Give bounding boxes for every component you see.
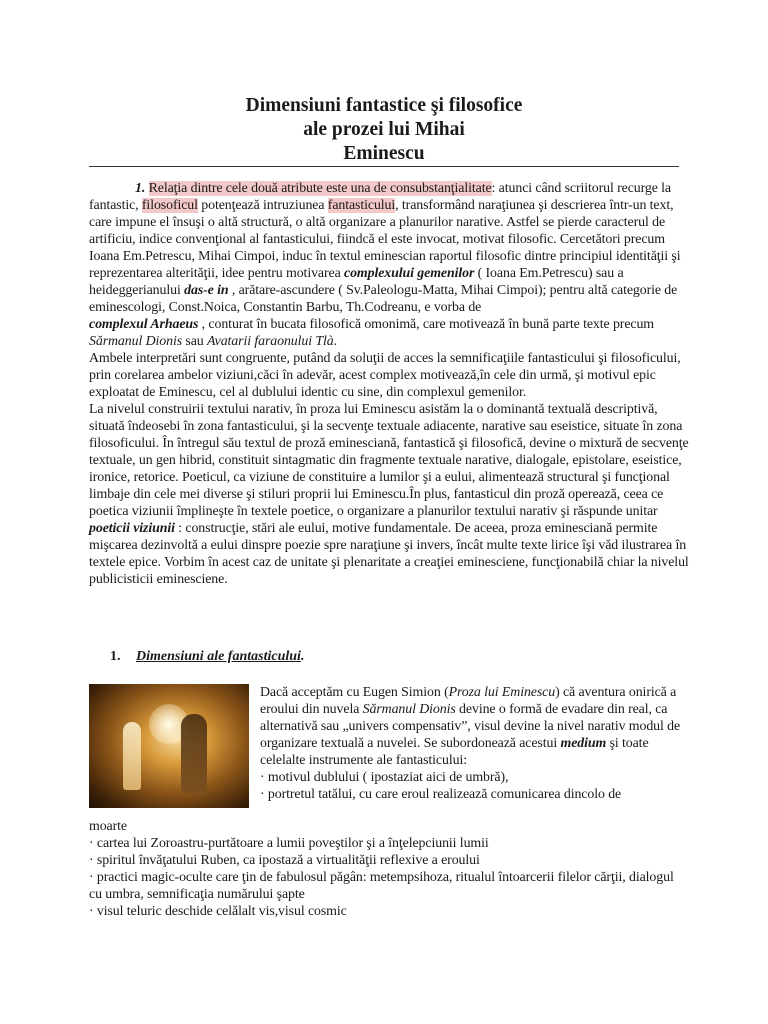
intro-das-e-in: das-e in	[184, 283, 229, 298]
para3-poeticii-viziunii: poeticii viziunii	[89, 521, 175, 536]
intro-text-1: : atunci când scriitorul recurge la fantastic,	[89, 181, 671, 213]
bullet-list	[89, 818, 689, 920]
title-line-3: Eminescu	[343, 143, 425, 164]
section-heading	[110, 648, 304, 666]
side-column-text	[260, 684, 690, 803]
col-text-4: şi toate celelalte instrumente ale fantasticului:	[260, 736, 649, 768]
intro-text-2: potenţează intruziunea	[197, 198, 328, 213]
paragraph-2: Ambele interpretări sunt congruente, putând da soluţii de acces la semnificaţiile fantasticului şi filosoficului, prin corelarea ambelor viziuni,căci în adevăr, acest complex motivează,în cele din urmă, şi motivul epic exploatat de Eminescu, cel al dublului identic cu sine, din complexul gemenilor.	[89, 351, 681, 400]
title-line-1: Dimensiuni fantastice şi filosofice	[245, 95, 523, 116]
section-label: Dimensiuni ale fantasticului	[136, 649, 301, 664]
intro-paragraph	[89, 180, 689, 350]
list-item: · spiritul învăţatului Ruben, ca ipostază a virtualităţii reflexive a eroului	[89, 853, 480, 868]
para3-text-2: : construcţie, stări ale eului, motive fundamentale. De aceea, proza eminesciană permite mişcarea dezinvoltă a eului dinspre poezie spre naraţiune şi invers, încât multe texte lirice îşi văd ilustrarea în textele epice. Vorbim în acest caz de unitate şi plenaritate a creaţiei eminesciene, funcţionabilă chiar la nivelul publicisticii eminesciene.	[89, 521, 689, 587]
intro-text-5: , arătare-ascundere ( Sv.Paleologu-Matta, Mihai Cimpoi); pentru altă categorie de eminescologi, Const.Noica, Constantin Barbu, Th.Codreanu, e vorba de	[89, 283, 678, 315]
intro-avatarii: Avatarii faraonului Tlà	[207, 334, 334, 349]
col-text-1: Dacă acceptăm cu Eugen Simion (	[260, 685, 449, 700]
intro-complexul-arhaeus: complexul Arhaeus	[89, 317, 199, 332]
intro-text-4: ( Ioana Em.Petrescu) sau a heideggerianului	[89, 266, 624, 298]
highlight-relation: Relaţia dintre cele două atribute este una de consubstanţialitate	[148, 181, 492, 196]
list-item: · visul teluric deschide celălalt vis,visul cosmic	[89, 904, 347, 919]
list-item: · practici magic-oculte care ţin de fabulosul păgân: metempsihoza, ritualul întoarcerii filelor cărţii, dialogul cu umbra, semnificaţia numărului şapte	[89, 870, 674, 902]
list-item: · motivul dublului ( ipostaziat aici de umbră),	[260, 770, 509, 785]
intro-text-8: .	[333, 334, 337, 349]
list-item: · cartea lui Zoroastru-purtătoare a lumii poveştilor şi a înţelepciunii lumii	[89, 836, 489, 851]
col-text-2: ) că aventura onirică a eroului din nuvela	[260, 685, 677, 717]
highlight-filosoficul: filosoficul	[141, 198, 198, 213]
list-item: · portretul tatălui, cu care eroul realizează comunicarea dincolo de	[260, 787, 622, 802]
para3-text-1: La nivelul construirii textului narativ, în proza lui Eminescu asistăm la o dominantă textuală descriptivă, situată îndeosebi în zona fantasticului, şi la secvenţe textuale adiacente, narative sau eseistice, situate în zona filosoficului. În întregul său textul de proză eminesciană, fantastică şi filosofică, devine o mixtură de secvenţe textuale, un gen hibrid, constituit sintagmatic din fragmente textuale narative, dialogale, epistolare, eseistice, ironice, retorice. Poeticul, ca viziune de constituire a lumilor şi a eului, alimentează structural şi funcţional limbaje din cele mei diverse şi stiluri proprii lui Eminescu.În plus, fantasticul din proză operează, ceea ce poetica viziunii împlineşte în textele poetice, o organizare a planurilor textului narativ şi răspunde unitar	[89, 402, 689, 519]
col-sarmanul: Sărmanul Dionis	[362, 702, 456, 717]
title-rule	[89, 166, 679, 167]
section-dot: .	[300, 649, 305, 664]
simion-paragraph	[260, 684, 690, 769]
col-medium: medium	[560, 736, 607, 751]
image-figure-light	[123, 722, 141, 790]
col-text-3: devine o formă de evadare din real, ca alternativă sau „univers compensativ”, visul devine la nivel narativ modul de organizare textuală a nuvelei. Se subordonează acestui	[260, 702, 681, 751]
title-line-2: ale prozei lui Mihai	[303, 119, 465, 140]
intro-text-7: sau	[182, 334, 208, 349]
intro-sarmanul-dionis: Sărmanul Dionis	[89, 334, 183, 349]
image-figure-dark	[181, 714, 207, 794]
paragraph-3	[89, 401, 689, 588]
intro-number: 1.	[135, 181, 146, 196]
illustration-image	[89, 684, 249, 808]
col-proza: Proza lui Eminescu	[448, 685, 556, 700]
intro-text-6: , conturat în bucata filosofică omonimă, care motivează în bună parte texte precum	[198, 317, 654, 332]
intro-text-3: , transformând naraţiunea şi descrierea într-un text, care impune el însuşi o altă structură, o altă organizare a planurilor narative. Astfel se pierde caracterul de artificiu, indice convenţional al fantasticului, fiindcă el este invocat, motivat filosofic. Cercetători precum Ioana Em.Petrescu, Mihai Cimpoi, induc în textul eminescian raportul filosofic dintre principiul identităţii şi reprezentarea alterităţii, idee pentru motivarea	[89, 198, 681, 281]
list-item-continuation: moarte	[89, 819, 127, 834]
main-text	[89, 180, 689, 588]
document-title	[0, 94, 768, 166]
section-number: 1.	[110, 649, 121, 664]
intro-complexul-gemenilor: complexului gemenilor	[344, 266, 475, 281]
highlight-fantasticului: fantasticului	[327, 198, 396, 213]
